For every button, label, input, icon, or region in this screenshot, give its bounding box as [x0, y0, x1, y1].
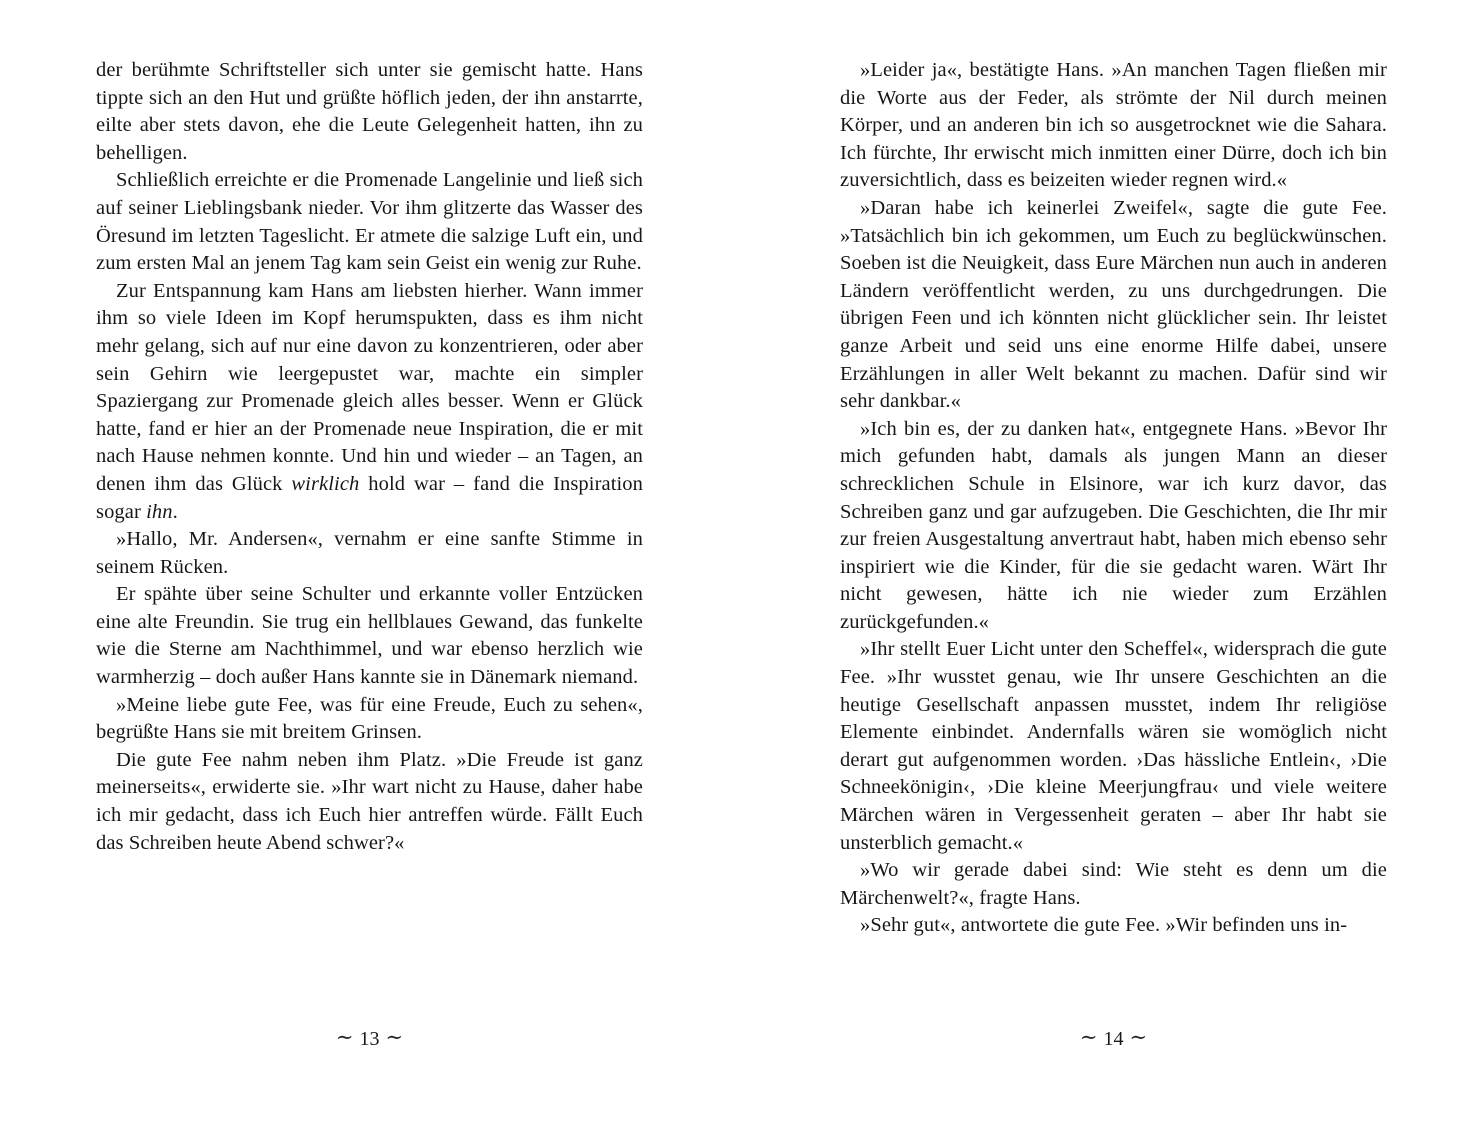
- page-number-left: [96, 1026, 643, 1051]
- page-text-right: [840, 57, 1387, 940]
- page-number-right: [840, 1026, 1387, 1051]
- paragraph: [96, 278, 643, 526]
- page-ornament-icon: ∼: [385, 1025, 404, 1049]
- text-run: »Leider ja«, bestätigte Hans. »An manchen Tagen fließen mir die Worte aus der Feder, als strömte der Nil durch meinen Körper, und an anderen bin ich so ausgetrocknet wie die Sahara. Ich fürchte, Ihr erwischt mich inmitten einer Dürre, doch ich bin zuversichtlich, dass es beizeiten wieder regnen wird.«: [840, 59, 1387, 192]
- text-run-italic: wirklich: [291, 472, 360, 495]
- paragraph: [840, 57, 1387, 195]
- paragraph: [840, 857, 1387, 912]
- paragraph: [840, 912, 1387, 940]
- paragraph: [96, 57, 643, 167]
- text-run: »Daran habe ich keinerlei Zweifel«, sagte die gute Fee. »Tatsächlich bin ich gekommen, um Euch zu beglückwünschen. Soeben ist die Neuigkeit, dass Eure Märchen nun auch in anderen Ländern veröffentlicht werden, zu uns durchgedrungen. Die übrigen Feen und ich könnten nicht glücklicher sein. Ihr leistet ganze Arbeit und seid uns eine enorme Hilfe dabei, unsere Erzählungen in aller Welt bekannt zu machen. Dafür sind wir sehr dankbar.«: [840, 196, 1387, 413]
- text-run: .: [172, 500, 178, 523]
- page-number-value: 14: [1103, 1028, 1124, 1050]
- text-run-italic: ihn: [146, 500, 173, 523]
- paragraph: [840, 195, 1387, 416]
- paragraph: [840, 416, 1387, 637]
- page-ornament-icon: ∼: [335, 1025, 354, 1049]
- paragraph: [96, 526, 643, 581]
- page-number-value: 13: [359, 1028, 380, 1050]
- paragraph: [840, 636, 1387, 857]
- text-run: »Meine liebe gute Fee, was für eine Freude, Euch zu sehen«, begrüßte Hans sie mit breitem Grinsen.: [96, 693, 643, 744]
- text-run: Die gute Fee nahm neben ihm Platz. »Die Freude ist ganz meinerseits«, erwiderte sie. »Ihr wart nicht zu Hause, daher habe ich mir gedacht, dass ich Euch hier antreffen würde. Fällt Euch das Schreiben heute Abend schwer?«: [96, 748, 643, 854]
- paragraph: [96, 167, 643, 277]
- text-run: Zur Entspannung kam Hans am liebsten hierher. Wann immer ihm so viele Ideen im Kopf herumspukten, dass es ihm nicht mehr gelang, sich auf nur eine davon zu konzentrieren, oder aber sein Gehirn wie leergepustet war, machte ein simpler Spaziergang zur Promenade gleich alles besser. Wenn er Glück hatte, fand er hier an der Promenade neue Inspiration, die er mit nach Hause nehmen konnte. Und hin und wieder – an Tagen, an denen ihm das Glück: [96, 279, 643, 495]
- text-run: der berühmte Schriftsteller sich unter sie gemischt hatte. Hans tippte sich an den Hut und grüßte höflich jeden, der ihn anstarrte, eilte aber stets davon, ehe die Leute Gelegenheit hatten, ihn zu behelligen.: [96, 59, 643, 164]
- text-run: »Sehr gut«, antwortete die gute Fee. »Wir befinden uns in-: [860, 914, 1348, 937]
- text-run: Er spähte über seine Schulter und erkannte voller Entzücken eine alte Freundin. Sie trug ein hellblaues Gewand, das funkelte wie die Sterne am Nachthimmel, und war ebenso herzlich wie warmherzig – doch außer Hans kannte sie in Dänemark niemand.: [96, 583, 643, 689]
- text-run: hold war – fand die Inspiration sogar: [96, 472, 643, 523]
- text-run: »Ihr stellt Euer Licht unter den Scheffel«, widersprach die gute Fee. »Ihr wusstet genau, wie Ihr unsere Geschichten an die heutige Gesellschaft anpassen musstet, indem Ihr religiöse Elemente einbindet. Andernfalls wären sie womöglich nicht derart gut aufgenommen worden. ›Das hässliche Entlein‹, ›Die Schneekönigin‹, ›Die kleine Meerjungfrau‹ und viele weitere Märchen wären in Vergessenheit geraten – aber Ihr habt sie unsterblich gemacht.«: [840, 638, 1387, 854]
- paragraph: [96, 692, 643, 747]
- text-run: »Wo wir gerade dabei sind: Wie steht es denn um die Märchenwelt?«, fragte Hans.: [840, 859, 1387, 909]
- page-text-left: [96, 57, 643, 857]
- text-run: »Ich bin es, der zu danken hat«, entgegnete Hans. »Bevor Ihr mich gefunden habt, damals als jungen Mann an dieser schrecklichen Schule in Elsinore, war ich kurz davor, das Schreiben ganz und gar aufzugeben. Die Geschichten, die Ihr mir zur freien Ausgestaltung anvertraut habt, haben mich ebenso sehr inspiriert wie die Kinder, für die sie gedacht waren. Wärt Ihr nicht gewesen, hätte ich nie wieder zum Erzählen zurückgefunden.«: [840, 417, 1387, 633]
- page-ornament-icon: ∼: [1129, 1025, 1148, 1049]
- text-run: »Hallo, Mr. Andersen«, vernahm er eine sanfte Stimme in seinem Rücken.: [96, 528, 643, 578]
- page-ornament-icon: ∼: [1079, 1025, 1098, 1049]
- book-page-right: [738, 0, 1476, 1122]
- paragraph: [96, 747, 643, 857]
- paragraph: [96, 581, 643, 691]
- text-run: Schließlich erreichte er die Promenade Langelinie und ließ sich auf seiner Lieblingsbank nieder. Vor ihm glitzerte das Wasser des Öresund im letzten Tageslicht. Er atmete die salzige Luft ein, und zum ersten Mal an jenem Tag kam sein Geist ein wenig zur Ruhe.: [96, 169, 643, 275]
